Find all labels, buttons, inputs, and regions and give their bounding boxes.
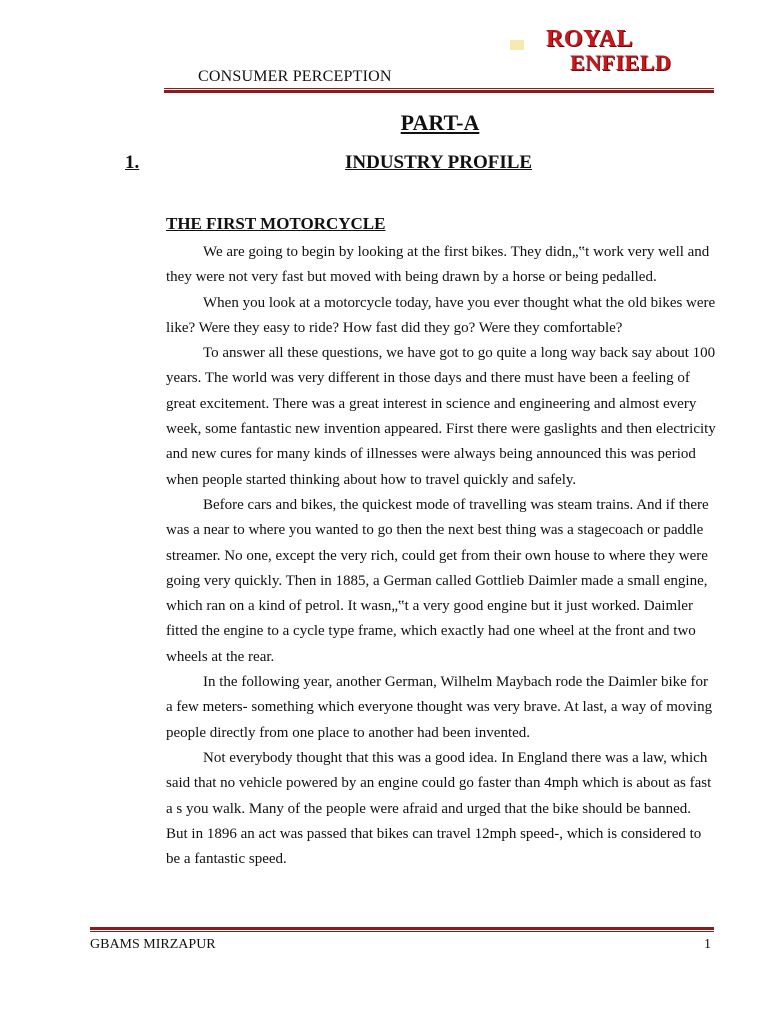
paragraph-3: To answer all these questions, we have got to go quite a long way back say about 100 years. The world was very different in those days and there must have been a feeling of great excitement. There was a great interest in science and engineering and almost every week, some fantastic new invention appeared. First there were gaslights and then electricity and new cures for many kinds of illnesses were always being announced this was period when people started thinking about how to travel quickly and safely. bbox=[166, 345, 716, 488]
paragraph-1: We are going to begin by looking at the first bikes. They didn„‟t work very well and they were not very fast but moved with being drawn by a horse or being pedalled. bbox=[166, 244, 710, 286]
logo-line-royal: ROYAL bbox=[546, 26, 633, 52]
royal-enfield-logo bbox=[540, 26, 690, 78]
paragraph-2: When you look at a motorcycle today, have you ever thought what the old bikes were like? Were they easy to ride? How fast did they go? Were they comfortable? bbox=[166, 294, 716, 336]
header-title: CONSUMER PERCEPTION bbox=[198, 68, 392, 85]
subheading: THE FIRST MOTORCYCLE bbox=[166, 214, 386, 233]
page-number: 1 bbox=[704, 937, 711, 952]
body-text bbox=[166, 240, 716, 872]
header-rule bbox=[164, 88, 714, 93]
section-number: 1. bbox=[125, 152, 140, 173]
footer-rule bbox=[90, 927, 714, 932]
paragraph-5: In the following year, another German, Wilhelm Maybach rode the Daimler bike for a few meters- something which everyone thought was very brave. At last, a way of moving people directly from one place to another had been invented. bbox=[166, 674, 713, 741]
footer-institution: GBAMS MIRZAPUR bbox=[90, 937, 216, 952]
paragraph-4: Before cars and bikes, the quickest mode of travelling was steam trains. And if there was a near to where you wanted to go then the next best thing was a stagecoach or paddle streamer. No one, except the very rich, could get from their own house to where they were going very quickly. Then in 1885, a German called Gottlieb Daimler made a small engine, which ran on a kind of petrol. It wasn„‟t a very good engine but it just worked. Daimler fitted the engine to a cycle type frame, which exactly had one wheel at the front and two wheels at the rear. bbox=[166, 496, 709, 665]
part-title: PART-A bbox=[400, 110, 480, 135]
paragraph-6: Not everybody thought that this was a good idea. In England there was a law, which said that no vehicle powered by an engine could go faster than 4mph which is about as fast a s you walk. Many of the people were afraid and urged that the bike should be banned. But in 1896 an act was passed that bikes can travel 12mph speed-, which is considered to be a fantastic speed. bbox=[166, 749, 712, 868]
logo-line-enfield: ENFIELD bbox=[570, 50, 672, 75]
section-title: INDUSTRY PROFILE bbox=[345, 152, 533, 173]
logo-highlight-mark bbox=[510, 40, 524, 50]
